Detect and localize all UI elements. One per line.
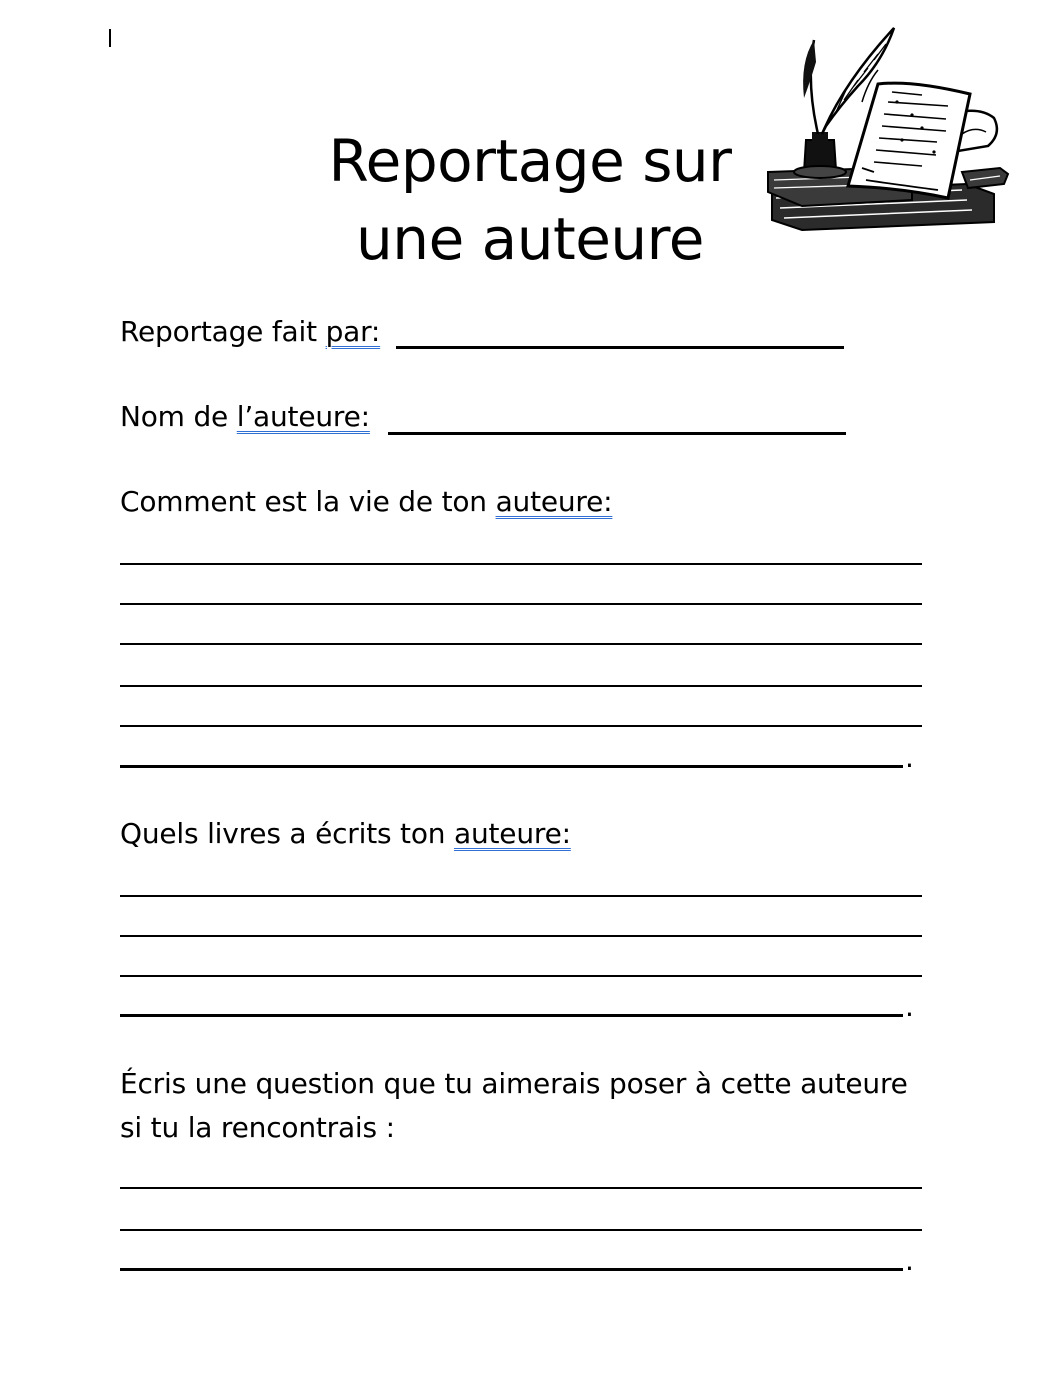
question-answer-line[interactable] (120, 1229, 922, 1231)
title-line-2: une auteure (356, 205, 704, 273)
books-prompt-text: Quels livres a écrits ton (120, 817, 455, 850)
quill-inkwell-illustration (762, 22, 1014, 234)
life-answer-line[interactable] (120, 603, 922, 605)
title-line-1: Reportage sur (328, 127, 732, 195)
books-answer-line[interactable] (120, 935, 922, 937)
end-period: . (905, 1244, 914, 1277)
life-prompt-text: Comment est la vie de ton (120, 485, 496, 518)
life-answer-line[interactable] (120, 685, 922, 687)
life-prompt-underlined: auteure: (495, 485, 613, 518)
author-life-prompt (120, 484, 612, 520)
question-answer-line[interactable] (120, 1187, 922, 1189)
reporter-name-line[interactable] (396, 346, 844, 349)
books-prompt-underlined: auteure: (454, 817, 571, 850)
life-answer-line[interactable] (120, 725, 922, 727)
life-answer-line[interactable] (120, 643, 922, 645)
reporter-label (120, 314, 380, 350)
books-answer-line[interactable] (120, 975, 922, 977)
author-name-label (120, 399, 370, 435)
question-answer-line[interactable] (120, 1268, 903, 1271)
books-prompt (120, 816, 571, 852)
life-answer-line[interactable] (120, 563, 922, 565)
text-cursor (109, 29, 111, 47)
author-label-underlined: l’auteure: (236, 400, 370, 433)
end-period: . (905, 990, 914, 1023)
reporter-label-text: Reportage fait (120, 315, 326, 348)
author-name-line[interactable] (388, 432, 846, 435)
reporter-label-underlined: par: (325, 315, 381, 348)
end-period: . (905, 741, 914, 774)
life-answer-line[interactable] (120, 765, 903, 768)
question-prompt-line-1: Écris une question que tu aimerais poser à cette auteure (120, 1067, 908, 1100)
page-title (300, 122, 760, 278)
books-answer-line[interactable] (120, 1014, 903, 1017)
question-prompt-line-2: si tu la rencontrais : (120, 1111, 395, 1144)
author-label-text: Nom de (120, 400, 237, 433)
books-answer-line[interactable] (120, 895, 922, 897)
